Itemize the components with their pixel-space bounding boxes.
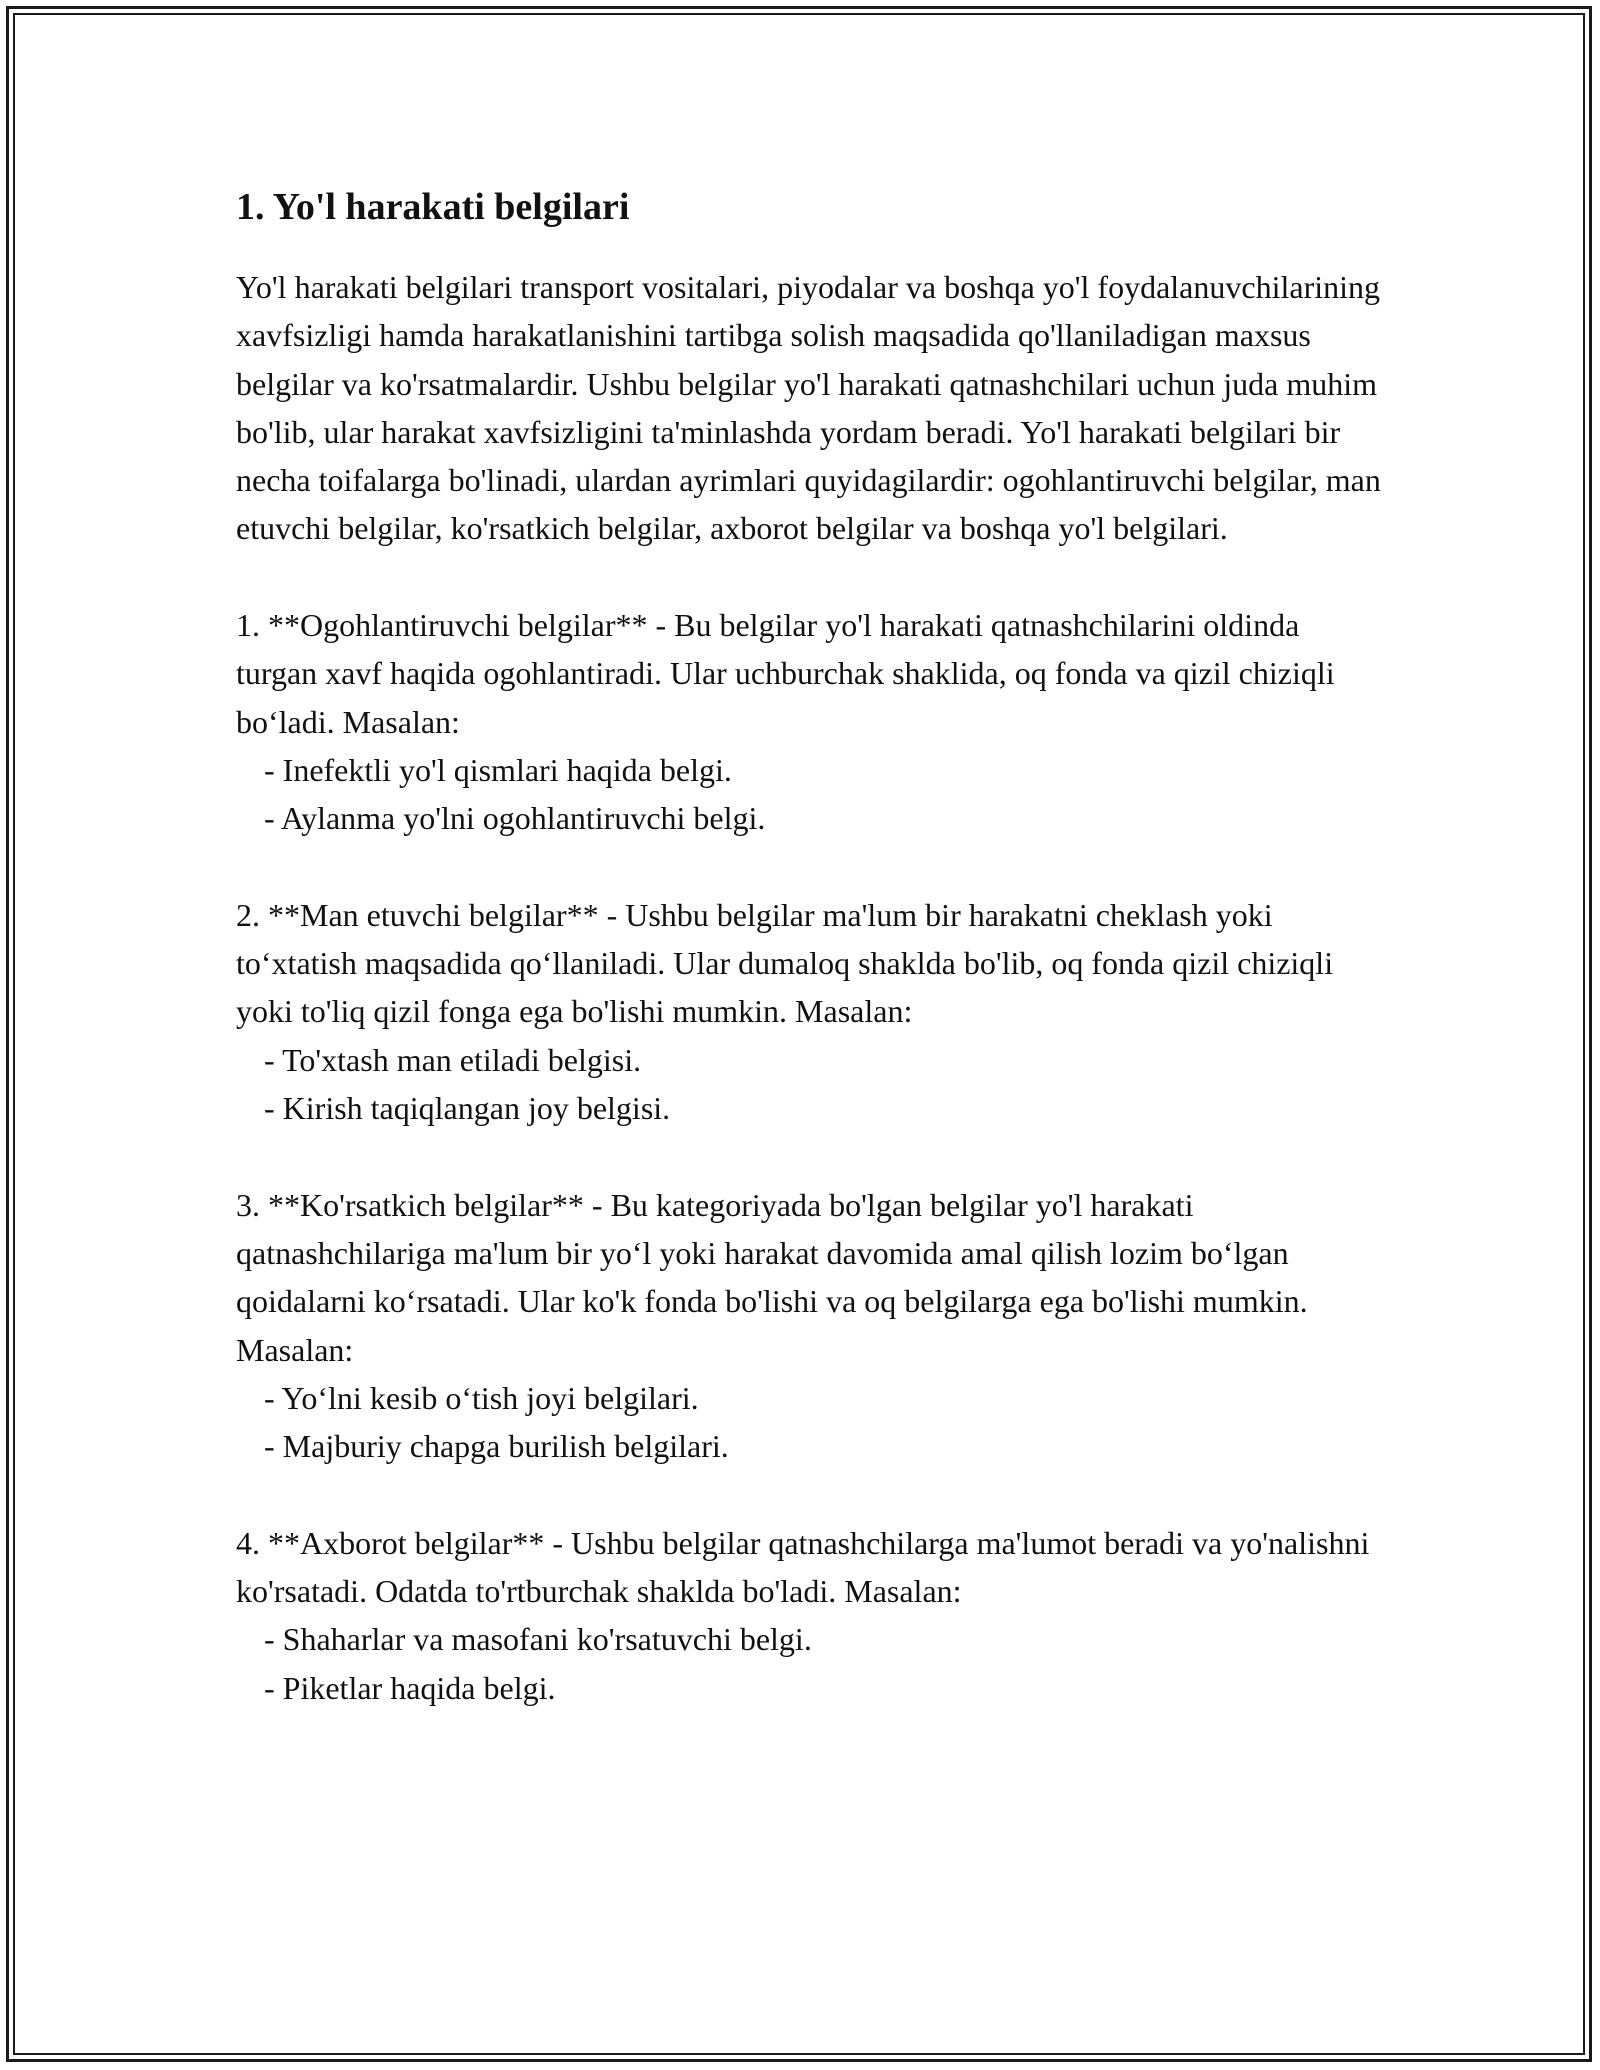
section-text: 2. **Man etuvchi belgilar** - Ushbu belgilar ma'lum bir harakatni cheklash yoki to‘xtatish maqsadida qo‘llaniladi. Ular dumaloq shakldа bo'lib, oq fonda qizil chiziqli yoki to'liq qizil fonga ega bo'lishi mumkin. Masalan: [236,896,1334,1030]
section-warning-signs [236,601,1386,842]
document-body [236,183,1386,1712]
intro-paragraph: Yo'l harakati belgilari transport vositalari, piyodalar va boshqa yo'l foydalanuvchilarining xavfsizligi hamda harakatlanishini tartibga solish maqsadida qo'llaniladigan maxsus belgilar va ko'rsatmalardir. Ushbu belgilar yo'l harakati qatnashchilari uchun juda muhim bo'lib, ular harakat xavfsizligini ta'minlashda yordam beradi. Yo'l harakati belgilari bir necha toifalarga bo'linadi, ulardan ayrimlari quyidagilardir: ogohlantiruvchi belgilar, man etuvchi belgilar, ko'rsatkich belgilar, axborot belgilar va boshqa yo'l belgilari. [236,269,1381,547]
section-prohibitory-signs [236,891,1386,1132]
spacer [236,1470,1386,1518]
document-title: 1. Yo'l harakati belgilari [236,186,630,228]
example-item: - Aylanma yo'lni ogohlantiruvchi belgi. [264,800,766,837]
spacer [236,1132,1386,1180]
section-mandatory-signs [236,1181,1386,1471]
example-item: - Majburiy chapga burilish belgilari. [264,1428,729,1465]
example-item: - Shaharlar va masofani ko'rsatuvchi belgi. [264,1621,812,1658]
section-text: 4. **Axborot belgilar** - Ushbu belgilar qatnashchilarga ma'lumot beradi va yo'nalishni ko'rsatadi. Odatda to'rtburchak shaklda bo'ladi. Masalan: [236,1524,1370,1610]
spacer [236,843,1386,891]
section-information-signs [236,1519,1386,1712]
section-text: 1. **Ogohlantiruvchi belgilar** - Bu belgilar yo'l harakati qatnashchilarini oldinda turgan xavf haqida ogohlantiradi. Ular uchburchak shaklida, oq fonda va qizil chiziqli bo‘ladi. Masalan: [236,607,1335,740]
section-text: 3. **Ko'rsatkich belgilar** - Bu kategoriyada bo'lgan belgilar yo'l harakati qatnashchilariga ma'lum bir yo‘l yoki harakat davomida amal qilish lozim bo‘lgan qoidalarni ko‘rsatadi. Ular ko'k fonda bo'lishi va oq belgilarga ega bo'lishi mumkin. Masalan: [236,1186,1308,1368]
spacer [236,553,1386,601]
example-item: - To'xtash man etiladi belgisi. [264,1041,642,1078]
example-item: - Kirish taqiqlangan joy belgisi. [264,1090,671,1127]
example-item: - Inefektli yo'l qismlari haqida belgi. [264,751,732,788]
example-item: - Yo‘lni kesib o‘tish joyi belgilari. [264,1379,699,1416]
example-item: - Piketlar haqida belgi. [264,1669,556,1706]
